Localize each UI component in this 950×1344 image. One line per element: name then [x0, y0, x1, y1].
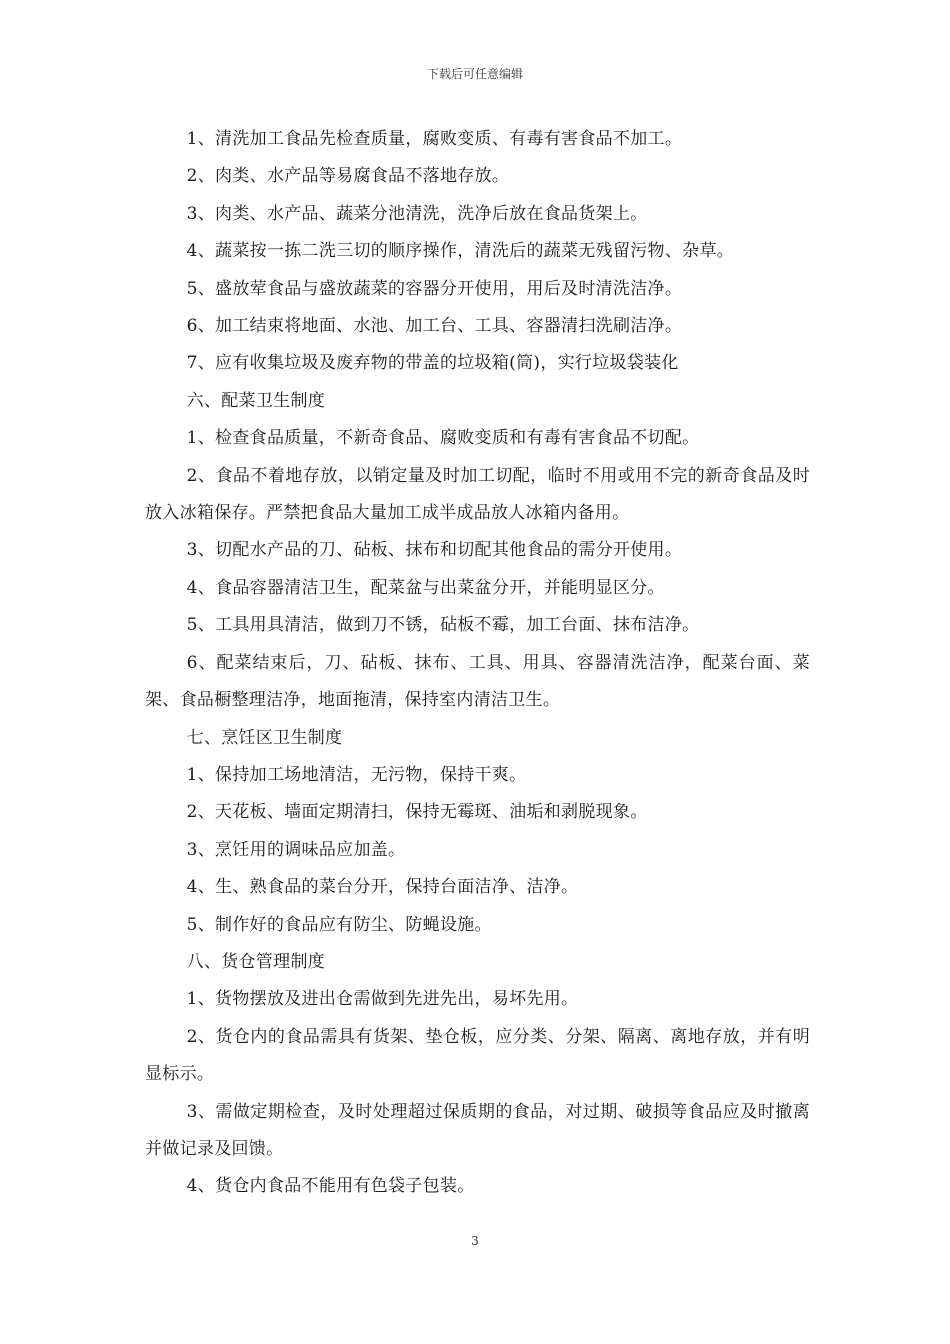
paragraph: 1、检查食品质量，不新奇食品、腐败变质和有毒有害食品不切配。	[186, 428, 700, 449]
paragraph: 6、配菜结束后，刀、砧板、抹布、工具、用具、容器清洗洁净，配菜台面、菜架、食品橱整理洁净，地面拖清，保持室内清洁卫生。	[145, 652, 810, 711]
paragraph: 5、制作好的食品应有防尘、防蝇设施。	[186, 914, 492, 935]
paragraph: 5、盛放荤食品与盛放蔬菜的容器分开使用，用后及时清洗洁净。	[186, 278, 683, 299]
paragraph: 1、保持加工场地清洁，无污物，保持干爽。	[186, 764, 527, 785]
paragraph: 2、食品不着地存放，以销定量及时加工切配，临时不用或用不完的新奇食品及时放入冰箱保存。严禁把食品大量加工成半成品放人冰箱内备用。	[145, 465, 810, 524]
paragraph: 3、需做定期检查，及时处理超过保质期的食品，对过期、破损等食品应及时撤离并做记录及回馈。	[145, 1101, 810, 1159]
paragraph: 2、货仓内的食品需具有货架、垫仓板，应分类、分架、隔离、离地存放，并有明显标示。	[145, 1026, 810, 1085]
paragraph: 1、货物摆放及进出仓需做到先进先出，易坏先用。	[186, 989, 579, 1010]
paragraph: 4、生、熟食品的菜台分开，保持台面洁净、洁净。	[186, 877, 579, 898]
paragraph: 1、清洗加工食品先检查质量，腐败变质、有毒有害食品不加工。	[186, 129, 683, 149]
section-heading: 六、配菜卫生制度	[186, 390, 326, 411]
paragraph: 3、肉类、水产品、蔬菜分池清洗，洗净后放在食品货架上。	[186, 203, 648, 224]
section-heading: 七、烹饪区卫生制度	[186, 727, 343, 748]
paragraph: 6、加工结束将地面、水池、加工台、工具、容器清扫洗刷洁净。	[186, 316, 683, 337]
paragraph: 5、工具用具清洁，做到刀不锈，砧板不霉，加工台面、抹布洁净。	[186, 615, 700, 636]
paragraph: 7、应有收集垃圾及废弃物的带盖的垃圾箱(筒)，实行垃圾袋装化	[186, 353, 679, 374]
section-heading: 八、货仓管理制度	[186, 951, 326, 972]
paragraph: 4、蔬菜按一拣二洗三切的顺序操作，清洗后的蔬菜无残留污物、杂草。	[186, 241, 735, 262]
paragraph: 3、烹饪用的调味品应加盖。	[186, 839, 406, 860]
paragraph: 2、肉类、水产品等易腐食品不落地存放。	[186, 166, 510, 187]
paragraph: 4、货仓内食品不能用有色袋子包装。	[186, 1176, 475, 1197]
page-number: 3	[471, 1234, 479, 1248]
paragraph: 4、食品容器清洁卫生，配菜盆与出菜盆分开，并能明显区分。	[186, 577, 665, 598]
paragraph: 3、切配水产品的刀、砧板、抹布和切配其他食品的需分开使用。	[186, 540, 683, 561]
page-header: 下载后可任意编辑	[426, 67, 523, 81]
document-body	[145, 121, 810, 1206]
paragraph: 2、天花板、墙面定期清扫，保持无霉斑、油垢和剥脱现象。	[186, 802, 648, 823]
